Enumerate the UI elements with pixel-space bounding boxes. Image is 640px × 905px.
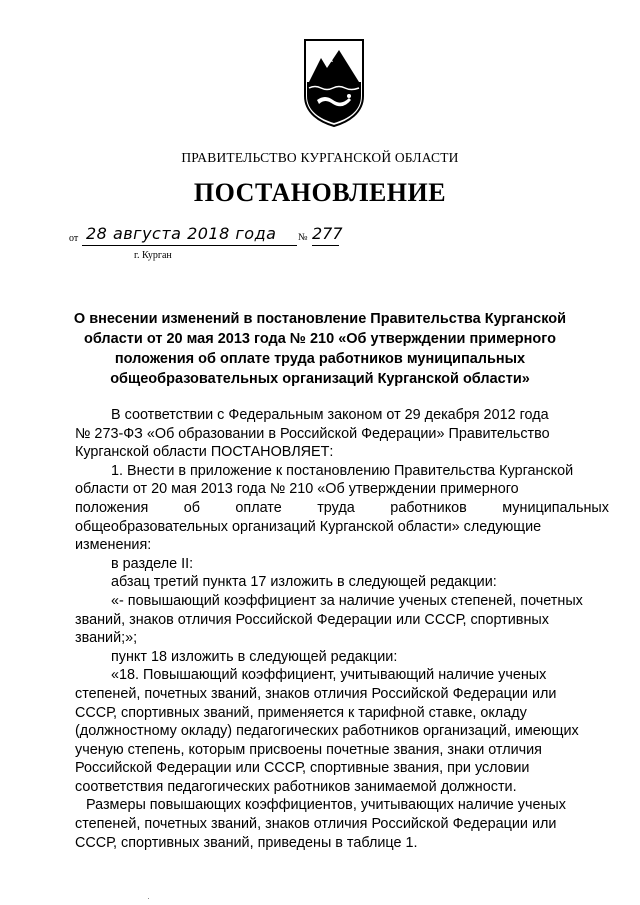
body-line: В соответствии с Федеральным законом от 29 декабря 2012 года bbox=[111, 407, 549, 423]
body-line: пункт 18 изложить в следующей редакции: bbox=[111, 648, 398, 665]
body-line: в разделе II: bbox=[111, 555, 194, 572]
document-title bbox=[60, 309, 580, 389]
title-line: области от 20 мая 2013 года № 210 «Об утверждении примерного bbox=[83, 331, 556, 347]
number-underline bbox=[312, 245, 339, 246]
body-line: изменения: bbox=[75, 537, 152, 554]
date-prefix: от bbox=[69, 233, 79, 244]
handwritten-number: 277 bbox=[312, 224, 343, 243]
handwritten-date: 28 августа 2018 года bbox=[86, 224, 277, 243]
body-line: области от 20 мая 2013 года № 210 «Об утверждении примерного bbox=[75, 481, 519, 498]
body-line: (должностному окладу) педагогических работников организаций, имеющих bbox=[75, 723, 579, 740]
body-line-justified bbox=[75, 499, 609, 518]
body-line: СССР, спортивных званий, приведены в таблице 1. bbox=[75, 834, 418, 851]
body-line: СССР, спортивных званий, применяется к тарифной ставке, окладу bbox=[75, 704, 527, 721]
body-line: Курганской области ПОСТАНОВЛЯЕТ: bbox=[75, 444, 334, 461]
body-line: 1. Внести в приложение к постановлению Правительства Курганской bbox=[111, 462, 574, 479]
body-line: Размеры повышающих коэффициентов, учитывающих наличие ученых bbox=[86, 797, 566, 814]
number-prefix: № bbox=[298, 232, 308, 243]
date-number-line bbox=[69, 224, 343, 266]
date-underline bbox=[82, 245, 297, 246]
body-word: оплате bbox=[235, 499, 282, 516]
body-word: об bbox=[183, 499, 200, 516]
title-line: общеобразовательных организаций Курганской области» bbox=[110, 371, 530, 387]
body-line: «18. Повышающий коэффициент, учитывающий наличие ученых bbox=[111, 667, 547, 684]
body-line: «- повышающий коэффициент за наличие ученых степеней, почетных bbox=[111, 592, 583, 609]
body-word: работников bbox=[390, 499, 467, 516]
body-word: положения bbox=[75, 499, 149, 516]
document-type-heading: ПОСТАНОВЛЕНИЕ bbox=[193, 178, 447, 207]
body-word: муниципальных bbox=[502, 499, 609, 516]
government-name: ПРАВИТЕЛЬСТВО КУРГАНСКОЙ ОБЛАСТИ bbox=[181, 150, 459, 165]
title-line: положения об оплате труда работников муниципальных bbox=[114, 351, 526, 367]
body-line: званий;»; bbox=[75, 630, 138, 647]
body-word: труда bbox=[317, 499, 355, 516]
body-line: ученую степень, которым присвоены почетные звания, знаки отличия bbox=[75, 741, 542, 758]
body-line: № 273-ФЗ «Об образовании в Российской Федерации» Правительство bbox=[75, 425, 550, 442]
body-line: степеней, почетных званий, знаков отличия Российской Федерации или bbox=[75, 685, 557, 702]
body-line: абзац третий пункта 17 изложить в следующей редакции: bbox=[111, 574, 497, 591]
coat-of-arms-icon bbox=[303, 38, 365, 128]
body-line: общеобразовательных организаций Курганской области» следующие bbox=[75, 518, 542, 535]
scan-speck bbox=[148, 898, 149, 899]
title-line: О внесении изменений в постановление Правительства Курганской bbox=[73, 311, 567, 327]
body-line: Российской Федерации или СССР, спортивные звания, при условии bbox=[75, 760, 530, 777]
city: г. Курган bbox=[134, 250, 172, 261]
body-line: соответствия педагогических работников занимаемой должности. bbox=[75, 778, 517, 795]
body-line: степеней, почетных званий, знаков отличия Российской Федерации или bbox=[75, 816, 557, 833]
body-line: званий, знаков отличия Российской Федерации или СССР, спортивных bbox=[75, 611, 549, 628]
document-body bbox=[75, 406, 609, 852]
